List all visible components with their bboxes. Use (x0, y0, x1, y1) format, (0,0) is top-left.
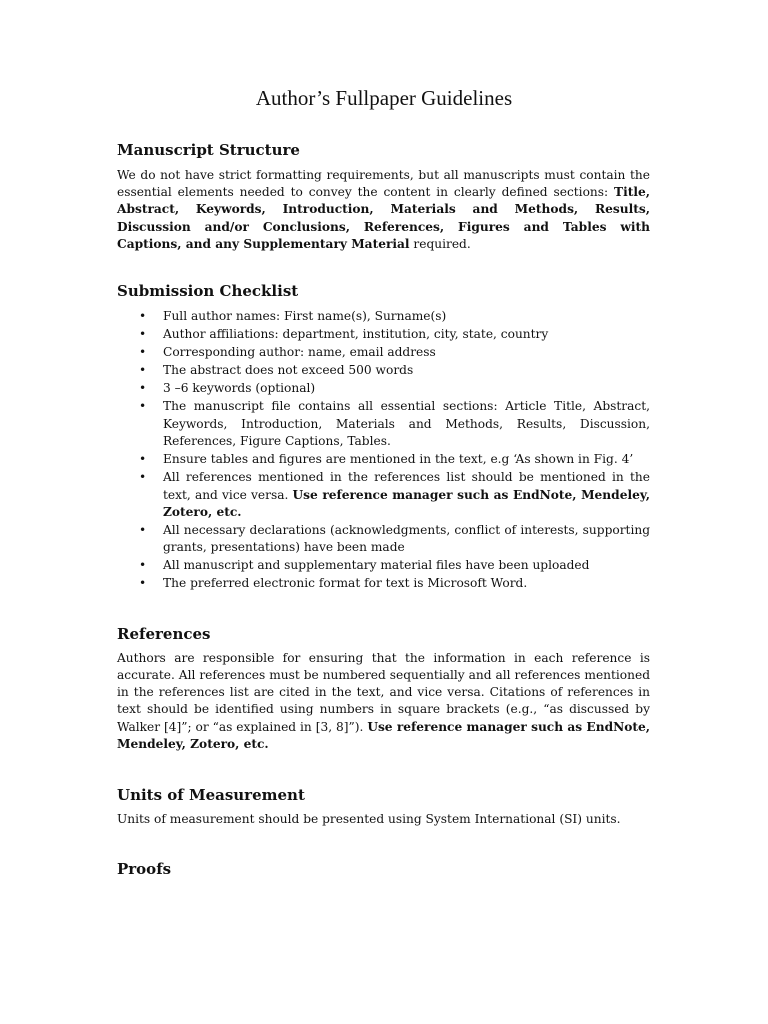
document-page (117, 86, 650, 879)
references-paragraph (117, 650, 650, 753)
reference-manager-note: Use reference manager such as EndNote, Mendeley, Zotero, etc. (117, 719, 651, 751)
checklist-item-text: Author affiliations: department, institution, city, state, country (163, 327, 549, 342)
bullet-icon: • (139, 452, 147, 467)
checklist-item-text: Corresponding author: name, email address (163, 345, 436, 360)
submission-checklist-heading: Submission Checklist (117, 282, 299, 301)
units-heading: Units of Measurement (117, 785, 305, 804)
checklist-item-text: All manuscript and supplementary material files have been uploaded (163, 558, 590, 573)
document-title: Author’s Fullpaper Guidelines (255, 86, 513, 110)
manuscript-structure-section (117, 140, 650, 253)
checklist-item-text: 3 –6 keywords (optional) (163, 381, 316, 396)
bullet-icon: • (139, 470, 147, 485)
checklist-item (117, 522, 650, 557)
checklist-item-text: The abstract does not exceed 500 words (163, 363, 414, 378)
checklist-item (117, 326, 650, 343)
checklist-item-text: The preferred electronic format for text is Microsoft Word. (163, 576, 528, 591)
checklist-item (117, 344, 650, 361)
bullet-icon: • (139, 522, 147, 537)
units-section (117, 785, 650, 828)
proofs-section (117, 859, 650, 879)
bullet-icon: • (139, 309, 147, 324)
references-section (117, 624, 650, 753)
bullet-icon: • (139, 399, 147, 414)
proofs-heading: Proofs (117, 860, 172, 879)
manuscript-structure-paragraph (117, 167, 650, 253)
checklist-item (117, 308, 650, 325)
bullet-icon: • (139, 558, 147, 573)
checklist-item-bold-text: Use reference manager such as EndNote, Mendeley, Zotero, etc. (163, 487, 650, 519)
checklist (117, 308, 650, 593)
manuscript-structure-heading: Manuscript Structure (117, 141, 300, 159)
checklist-item (117, 557, 650, 574)
checklist-item (117, 469, 650, 521)
manuscript-text: We do not have strict formatting requirements, but all manuscripts must contain the essential elements needed to convey the content in clearly defined sections: (117, 168, 650, 200)
bullet-icon: • (139, 381, 147, 396)
checklist-item-text: The manuscript file contains all essential sections: Article Title, Abstract, Keywords, Introduction, Materials and Methods, Results, Discussion, References, Figure Captions, Tables. (163, 399, 650, 449)
references-text: Authors are responsible for ensuring that the information in each reference is accurate. All references must be numbered sequentially and all references mentioned in the references list are cited in the text, and vice versa. Citations of references in text should be identified using numbers in square brackets (e.g., “as discussed by Walker [4]”; or “as explained in [3, 8]”). (117, 650, 650, 734)
manuscript-text-end: required. (409, 236, 471, 251)
bullet-icon: • (139, 576, 147, 591)
checklist-item (117, 451, 650, 468)
bullet-icon: • (139, 327, 147, 342)
checklist-item-text: Ensure tables and figures are mentioned in the text, e.g ‘As shown in Fig. 4’ (163, 452, 634, 467)
units-paragraph: Units of measurement should be presented using System International (SI) units. (117, 811, 621, 826)
manuscript-sections-list: Title, Abstract, Keywords, Introduction, Materials and Methods, Results, Discussion and/or Conclusions, References, Figures and Tables with Captions, and any Supplementary Material (117, 185, 650, 251)
submission-checklist-section (117, 281, 650, 593)
checklist-item-text: All references mentioned in the references list should be mentioned in the text, and vice versa. (163, 470, 650, 502)
checklist-item-text: All necessary declarations (acknowledgments, conflict of interests, supporting grants, presentations) have been made (163, 522, 650, 555)
checklist-item (117, 362, 650, 379)
checklist-item (117, 575, 650, 592)
bullet-icon: • (139, 345, 147, 360)
bullet-icon: • (139, 363, 147, 378)
checklist-item-text: Full author names: First name(s), Surname(s) (163, 309, 447, 324)
references-heading: References (117, 624, 211, 643)
checklist-item (117, 398, 650, 450)
checklist-item (117, 380, 650, 397)
